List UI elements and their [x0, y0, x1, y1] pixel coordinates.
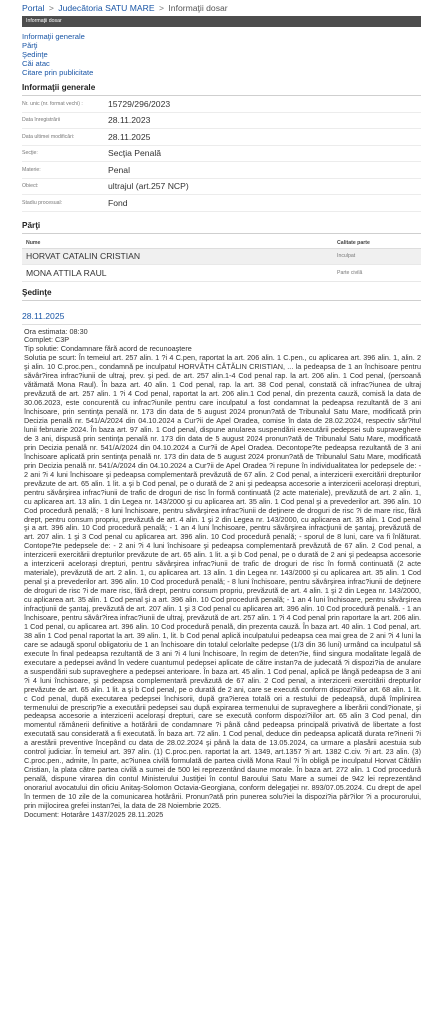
party-name: HORVAT CATALIN CRISTIAN — [26, 251, 141, 262]
parties-heading: Părţi — [22, 220, 41, 230]
divider — [22, 300, 421, 301]
last-modified-value: 28.11.2025 — [108, 131, 151, 142]
nav-link-parties[interactable]: Părţi — [22, 41, 38, 50]
hearing-time: Ora estimata: 08:30 — [24, 326, 88, 336]
info-row-section — [22, 146, 421, 163]
breadcrumb-current: Informaţii dosar — [168, 3, 228, 13]
table-row — [22, 265, 421, 282]
info-row-matter — [22, 162, 421, 179]
field-label: Stadiu procesual: — [22, 199, 63, 206]
field-label: Data înregistrării — [22, 117, 61, 124]
column-header-role: Calitate parte — [337, 239, 370, 246]
info-row-object — [22, 179, 421, 196]
section-nav — [22, 32, 421, 77]
field-label: Data ultimei modificări: — [22, 133, 75, 140]
field-label: Obiect: — [22, 183, 39, 190]
section-value: Secţia Penală — [108, 148, 162, 159]
hearing-details — [22, 328, 421, 820]
hearing-solution-type: Tip solutie: Condamnare fără acord de recunoaştere — [24, 344, 192, 354]
general-info-table — [22, 96, 421, 212]
info-row-procedural-stage — [22, 195, 421, 212]
field-label: Secţie: — [22, 150, 38, 157]
info-row-case-number — [22, 96, 421, 113]
hearings-heading: Şedinţe — [22, 287, 52, 297]
general-info-heading: Informaţii generale — [22, 83, 96, 92]
hearing-document: Document: Hotarâre 1437/2025 28.11.2025 — [24, 809, 164, 819]
nav-link-appeals[interactable]: Căi atac — [22, 59, 50, 68]
case-number-value: 15729/296/2023 — [108, 98, 171, 109]
hearing-solution-text: Solutia pe scurt: În temeiul art. 257 alin. 1 ?i 4 C.pen, raportat la art. 206 alin. 1 C.pen., cu aplicarea art. 396 alin. 1, alin. 2 şi alin. 10 C.proc.pen., condamnă pe inculpatul HORVĂTH CĂTĂLIN CRISTIAN, ... la pedeapsa de 1 an închisoare pentru săvâr?irea infrac?iunii de ultraj, prev. şi ped. de art. 257 alin.1-4 Cod penal rap. la art. 206 alin. 1 Cod penal, (persoană vătămată Mona Raul). În baza art. 40 alin. 1 Cod penal, rap. la art. 38 Cod penal, constată că infrac?iunea de ultraj prevăzută de art. 257 alin. 1 ?i 4 Cod penal, raportat la art. 206 alin.1 Cod penal, din prezenta cauză, comisă la data de 30.06.2023, este concurentă cu infrac?iunile pentru care inculpatul a fost condamnat la pedeapsa rezultantă de 3 ani închisoare, prin sentinţa penală nr. 173 din data de 5 august 2024 pronun?ată de Tribunalul Satu Mare, modificată prin Decizia penală nr. 541/A/2024 din 04.10.2024 a Cur?ii de Apel Oradea, comise în data de 28.02.2024, respectiv săr?itul lunii februarie 2024. În baza art. 97 alin. 1 Cod penal, dispune anularea suspendării executării pedepsei sub supraveghere de 3 ani, dispusă prin sentinţa penală nr. 173 din data de 5 august 2024 pronun?ată de Tribunalul Satu Mare, modificată prin Decizia penală nr. 541/A/2024 din 04.10.2024 a Cur?ii de Apel Oradea. Decontope?te pedeapsa rezultantă de 3 ani închisoare aplicată prin sentinţa penală nr. 173 din data de 5 august 2024 pronun?ată de Tribunalul Satu Mare, modificată prin Decizia penală nr. 541/A/2024 din 04.10.2024 a Cur?ii de Apel Oradea ?i repune în individualitatea lor pedepsele de: - 2 ani ?i 4 luni închisoare şi pedeapsa complementară prevăzută de 67 alin. 2 Cod penal, a interzicerii exercitării drepturilor prevăzute de art. 65 alin. 1 lit. a şi b Cod penal, pe o durată de 2 ani şi pedeapsa accesorie a interzicerii acelorași drepturi, pentru săvârşirea infrac?iunii de trafic de droguri de risc în formă continuată (2 acte materiale), prevăzută de art. 2 alin. 1, cu aplicarea art. 13 alin. 1 din Legea nr. 143/2000 şi cu aplicarea art. 35 alin. 1 Cod penal şi a prevederilor art. 396 alin. 10 Cod procedură penală; - 8 luni închisoare, pentru săvârşirea infrac?iunii de deţinere de droguri de risc ?i de mare risc, fără drept, pentru consum propriu, prevăzută de art. 4 alin. 1 şi 2 din Legea nr. 143/2000, cu aplicarea art. 35 alin. 1 Cod penal şi a art. 396 alin. 10 Cod procedură penală; - 1 an 4 luni închisoare, pentru săvârşirea infracţiunii de şantaj, prevăzută de art. 207 alin. 1 şi 3 Cod penal cu aplicarea art. 396 alin. 10 Cod procedură penală; - sporul de 8 luni, care va fi înlăturat. Contope?te pedepsele de: - 2 ani ?i 4 luni închisoare şi pedeapsa complementară prevăzută de 67 alin. 2 Cod penal, a interzicerii exercitării drepturilor prevăzute de art. 65 alin. 1 lit. a şi b Cod penal, pe o durată de 2 ani şi pedeapsa accesorie a interzicerii acelorași drepturi, pentru săvârşirea infrac?iunii de trafic de droguri de risc în formă continuată (2 acte materiale), prevăzută de art. 2 alin. 1, cu aplicarea art. 13 alin. 1 din Legea nr. 143/2000 şi cu aplicarea art. 35 alin. 1 Cod penal şi a prevederilor art. 396 alin. 10 Cod procedură penală; - 8 luni închisoare, pentru săvârşirea infrac?iunii de deţinere de droguri de risc ?i de mare risc, fără drept, pentru consum propriu, prevăzută de art. 4 alin. 1 şi 2 din Legea nr. 143/2000, cu aplicarea art. 35 alin. 1 Cod penal şi a art. 396 alin. 10 Cod procedură penală; - 1 an 4 luni închisoare, pentru săvârşirea infracţiunii de şantaj, prevăzută de art. 207 alin. 1 şi 3 Cod penal cu aplicarea art. 396 alin. 10 Cod procedură penală. - 1 an închisoare, pentru săvâr?irea infrac?iunii de ultraj, prevăzută de art. 257 alin. 1 ?i 4 Cod penal prin raportare la art. 206 alin. 1 Cod penal, cu aplicarea art. 396 alin. 10 Cod procedură penală, din prezenta cauză. În baza art. 40 alin. 1 Cod penal, art. 38 alin 1 Cod penal raportat la art. 39 alin. 1, lit. b Cod penal aplică inculpatului pedeapsa cea mai grea de 2 ani ?i 4 luni la care se adaugă sporul obligatoriu de 1 an închisoare din totalul celorlalte pedepse (1/3 din 36 luni) urmând ca inculpatul să execute în final pedeapsa rezultantă de 3 ani ?i 4 luni închisoare, în regim de deten?ie, fiind singura modalitate legală de executare a pedepsei având în vedere cuantumul pedepsei aplicate de către instan?a de judecată ?i dispozi?ia de anulare a suspendării sub supraveghere a pedepsei anterioare. În baza art. 45 alin. 1 Cod penal, aplică pe lângă pedeapsa de 3 ani ?i 4 luni închisoare, şi pedeapsa complementară prevăzută de 67 alin. 2 Cod penal, a interzicerii exercitării drepturilor prevăzute de art. 65 alin. 1 lit. a şi b Cod penal, pe o durată de 2 ani, care se execută conform dispozi?iilor art. 68 alin. 1 lit. c Cod penal, după executarea pedepsei închisorii, după gra?ierea totală ori a restului de pedeapsă, după împlinirea termenului de prescrip?ie a executării pedepsei sau după expirarea termenului de supraveghere a liberării condi?ionate, şi pedeapsa accesorie a interzicerii acelorași drepturi, care se execută conform dispozi?iilor art. 65 alin 3 Cod penal, din momentul rămânerii definitive a hotărârii de condamnare ?i până când pedeapsa principală privativă de libertate a fost executată sau considerată a fi executată. În baza art. 72 alin. 1 Cod penal, deduce din pedeapsa aplicată durata re?inerii ?i a arestării preventive începând cu data de 28.02.2024 şi până la data de 13.05.2024, ca urmare a plasării acestuia sub control judiciar. În temeiul art. 397 alin. (1) C.proc.pen. raportat la art. 1349, art.1357 ?i art. 1382 C.civ. ?i art. 23 alin. (3) C.proc.pen., admite, în parte, ac?iunea civilă formulată de partea civilă Mona Raul ?i în obligă pe inculpatul Horvat Cătălin Cristian, la plata către partea civilă a sumei de 500 lei reprezentând daune morale. În baza art. 272 alin. 1 Cod procedură penală, dispune virarea din contul Ministerului Justiţiei în contul Baroului Satu Mare a sumei de 942 lei reprezentând onorariul avocatului din oficiu Anitaş-Solomon Octavia-Georgiana, conform delegaţiei nr. 893/07.05.2024. Cu drept de apel în termen de 10 zile de la comunicarea hotărârii. Pronun?ată prin punerea solu?iei la dispozi?ia păr?ilor ?i a procurorului, prin mijlocirea grefei instan?ei, la data de 28 Noiembrie 2025. — [24, 353, 421, 811]
breadcrumb — [22, 0, 421, 14]
field-label: Materie: — [22, 166, 41, 173]
page-header-title: Informaţii dosar — [26, 18, 62, 24]
nav-link-general-info[interactable]: Informaţii generale — [22, 32, 85, 41]
table-row — [22, 249, 421, 266]
hearing-panel: Complet: C3P — [24, 335, 70, 345]
column-header-name: Nume — [26, 239, 41, 246]
party-role: Inculpat — [337, 253, 356, 260]
breadcrumb-court-link[interactable]: Judecătoria SATU MARE — [58, 3, 155, 13]
page-header-bar — [22, 16, 421, 27]
field-label: Nr. unic (nr. format vechi) : — [22, 100, 83, 107]
info-row-last-modified — [22, 129, 421, 146]
nav-link-hearings[interactable]: Şedinţe — [22, 50, 48, 59]
breadcrumb-separator: > — [48, 3, 54, 13]
info-row-registration-date — [22, 113, 421, 130]
parties-table-header — [22, 234, 421, 249]
nav-link-public-summons[interactable]: Citare prin publicitate — [22, 68, 94, 77]
party-role: Parte civilă — [337, 269, 363, 276]
registration-date-value: 28.11.2023 — [108, 115, 151, 126]
breadcrumb-separator: > — [158, 3, 165, 13]
divider — [22, 324, 421, 325]
parties-table — [22, 234, 421, 282]
matter-value: Penal — [108, 164, 130, 175]
object-value: ultrajul (art.257 NCP) — [108, 181, 189, 192]
hearing-date: 28.11.2025 — [22, 310, 65, 321]
procedural-stage-value: Fond — [108, 197, 128, 208]
party-name: MONA ATTILA RAUL — [26, 267, 107, 278]
breadcrumb-portal-link[interactable]: Portal — [22, 3, 45, 13]
